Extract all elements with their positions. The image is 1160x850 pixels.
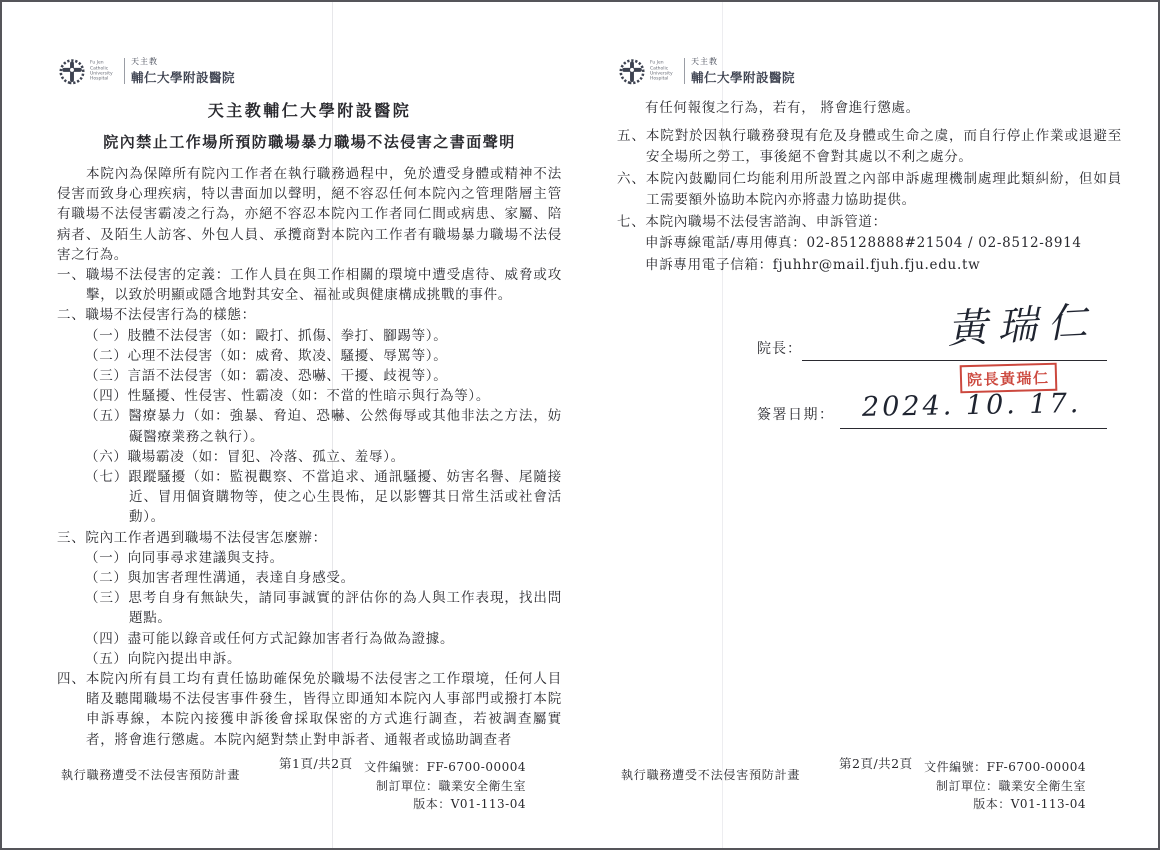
sub-list-item <box>85 629 562 649</box>
item-marker: （六） <box>85 448 128 465</box>
director-name-stamp: 院長黃瑞仁 <box>960 363 1057 394</box>
sub-list-item <box>85 447 562 467</box>
footer-doc-number: 文件編號：FF-6700-00004 <box>924 760 1086 774</box>
sub-list-item <box>85 649 562 669</box>
list-item <box>617 126 1122 169</box>
footer-doc-info <box>924 758 1086 814</box>
item-marker: （七） <box>85 469 129 486</box>
hospital-logo <box>617 52 1122 90</box>
logo-chinese-text <box>131 56 235 86</box>
list-item <box>57 265 562 305</box>
list-item <box>617 212 1122 234</box>
item-marker: （五） <box>85 650 128 667</box>
item-marker: （二） <box>85 570 128 587</box>
sub-list-item <box>85 406 562 446</box>
page1-body <box>57 164 562 750</box>
item-text: 本院內所有員工均有責任協助確保免於職場不法侵害之工作環境，任何人目睹及聽聞職場不法侵害事件發生，皆得立即通知本院內人事部門或撥打本院申訴專線，本院內接獲申訴後會採取保密的方式進行調查，若被調查屬實者，將會進行懲處。本院內絕對禁止對申訴者、通報者或協助調查者 <box>85 671 562 748</box>
list-item <box>57 669 562 750</box>
logo-brand: 輔仁大學附設醫院 <box>691 70 796 85</box>
document-title: 天主教輔仁大學附設醫院 <box>207 101 412 120</box>
item-marker: 三、 <box>57 529 86 546</box>
item-text: 本院對於因執行職務發現有危及身體或生命之虞，而自行停止作業或退避至安全場所之勞工，事後絕不會對其處以不利之處分。 <box>645 127 1122 165</box>
item-marker: 五、 <box>617 127 646 144</box>
logo-chinese-text <box>691 56 795 86</box>
sign-date-label: 簽署日期： <box>757 407 835 423</box>
item-text: 職場霸凌（如：冒犯、冷落、孤立、羞辱）。 <box>127 448 405 465</box>
intro-paragraph: 本院內為保障所有院內工作者在執行職務過程中，免於遭受身體或精神不法侵害而致身心理疾病，特以書面加以聲明，絕不容忍任何本院內之管理階層主管有職場不法侵害霸凌之行為，亦絕不容忍本院內工作者同仁間或病患、家屬、陪病者、及陌生人訪客、外包人員、承攬商對本院內工作者有職場暴力職場不法侵害之行為。 <box>57 166 562 263</box>
footer-page-number: 第2頁/共2頁 <box>839 756 913 771</box>
item-marker: 七、 <box>617 213 646 230</box>
footer-doc-number: 文件編號：FF-6700-00004 <box>364 760 526 774</box>
document-page-1 <box>57 42 562 822</box>
logo-divider <box>124 58 125 84</box>
item-marker: （三） <box>85 590 129 607</box>
document-page-2 <box>617 42 1122 822</box>
director-handwritten-signature: 黃瑞仁 <box>946 299 1099 353</box>
list-item <box>57 528 562 548</box>
item-text: 職場不法侵害的定義：工作人員在與工作相關的環境中遭受虐待、威脅或攻擊，以致於明顯或隱含地對其安全、福祉或與健康構成挑戰的事件。 <box>85 267 562 304</box>
item-text: 本院內職場不法侵害諮詢、申訴管道： <box>645 213 887 230</box>
hospital-emblem-icon <box>57 56 87 86</box>
signature-underline <box>802 360 1107 361</box>
item-marker: （四） <box>85 388 128 405</box>
footer-doc-info <box>364 758 526 814</box>
logo-english-text: Fu Jen Catholic University Hospital <box>90 60 113 82</box>
hospital-emblem-icon <box>617 56 647 86</box>
sign-date-handwritten: 2024. 10. 17. <box>861 388 1082 423</box>
footer-program-name: 執行職務遭受不法侵害預防計畫 <box>621 768 801 782</box>
logo-divider <box>684 58 685 84</box>
item-marker: （五） <box>85 408 129 425</box>
document-subtitle: 院內禁止工作場所預防職場暴力職場不法侵害之書面聲明 <box>103 133 516 151</box>
sub-list-item <box>85 467 562 528</box>
item-text: 心理不法侵害（如：威脅、欺凌、騷擾、辱罵等）。 <box>127 347 448 364</box>
footer-doc-unit: 制訂單位：職業安全衛生室 <box>935 778 1086 793</box>
hospital-logo <box>57 52 562 90</box>
logo-subbrand: 天主教 <box>131 57 158 66</box>
item-text: 本院內鼓勵同仁均能利用所設置之內部申訴處理機制處理此類糾紛，但如員工需要額外協助本院內亦將盡力協助提供。 <box>645 170 1122 208</box>
item-text: 跟蹤騷擾（如：監視觀察、不當追求、通訊騷擾、妨害名譽、尾隨接近、冒用個資購物等，使之心生畏怖，足以影響其日常生活或社會活動）。 <box>128 469 562 526</box>
item-text: 性騷擾、性侵害、性霸凌（如：不當的性暗示與行為等）。 <box>127 388 491 405</box>
item-marker: 一、 <box>57 267 86 284</box>
item-marker: 二、 <box>57 307 86 324</box>
continuation-line: 有任何報復之行為，若有， 將會進行懲處。 <box>645 100 920 116</box>
sub-list-item <box>85 568 562 588</box>
sub-list-item <box>85 548 562 568</box>
logo-english-text: Fu Jen Catholic University Hospital <box>650 60 673 82</box>
director-label: 院長： <box>757 341 802 357</box>
footer-program-name: 執行職務遭受不法侵害預防計畫 <box>61 768 241 782</box>
item-marker: （一） <box>85 549 128 566</box>
footer-page-number: 第1頁/共2頁 <box>279 756 353 771</box>
item-marker: 四、 <box>57 671 86 688</box>
footer-doc-unit: 制訂單位：職業安全衛生室 <box>375 778 526 793</box>
sub-list-item <box>85 386 562 406</box>
item-text: 與加害者理性溝通，表達自身感受。 <box>127 570 355 587</box>
item-marker: （三） <box>85 368 128 385</box>
footer-doc-version: 版本：V01-113-04 <box>973 797 1086 811</box>
item-text: 向同事尋求建議與支持。 <box>127 549 284 566</box>
logo-subbrand: 天主教 <box>691 57 718 66</box>
sub-list-item <box>85 366 562 386</box>
sign-date-underline <box>840 428 1107 429</box>
item-text: 肢體不法侵害（如：毆打、抓傷、拳打、腳踢等）。 <box>127 327 448 344</box>
item-text: 向院內提出申訴。 <box>127 650 242 667</box>
list-item <box>617 169 1122 212</box>
contact-email-line: 申訴專用電子信箱：fjuhhr@mail.fjuh.fju.edu.tw <box>645 256 981 273</box>
item-text: 盡可能以錄音或任何方式記錄加害者行為做為證據。 <box>127 630 455 647</box>
page2-body <box>617 98 1122 276</box>
item-text: 醫療暴力（如：強暴、脅迫、恐嚇、公然侮辱或其他非法之方法，妨礙醫療業務之執行）。 <box>128 408 562 445</box>
item-marker: （二） <box>85 347 128 364</box>
sub-list-item <box>85 588 562 628</box>
logo-brand: 輔仁大學附設醫院 <box>131 70 236 85</box>
item-text: 言語不法侵害（如：霸凌、恐嚇、干擾、歧視等）。 <box>127 368 448 385</box>
footer-doc-version: 版本：V01-113-04 <box>413 797 526 811</box>
item-marker: 六、 <box>617 170 646 187</box>
sub-list-item <box>85 346 562 366</box>
item-text: 思考自身有無缺失，請同事誠實的評估你的為人與工作表現，找出問題點。 <box>128 590 562 627</box>
list-item <box>57 305 562 325</box>
contact-phone-line: 申訴專線電話/專用傳真：02-85128888#21504 / 02-8512-8914 <box>645 235 1082 251</box>
item-text: 院內工作者遇到職場不法侵害怎麼辦： <box>85 529 327 546</box>
item-marker: （四） <box>85 630 128 647</box>
item-text: 職場不法侵害行為的樣態： <box>85 307 256 324</box>
item-marker: （一） <box>85 327 128 344</box>
sub-list-item <box>85 326 562 346</box>
